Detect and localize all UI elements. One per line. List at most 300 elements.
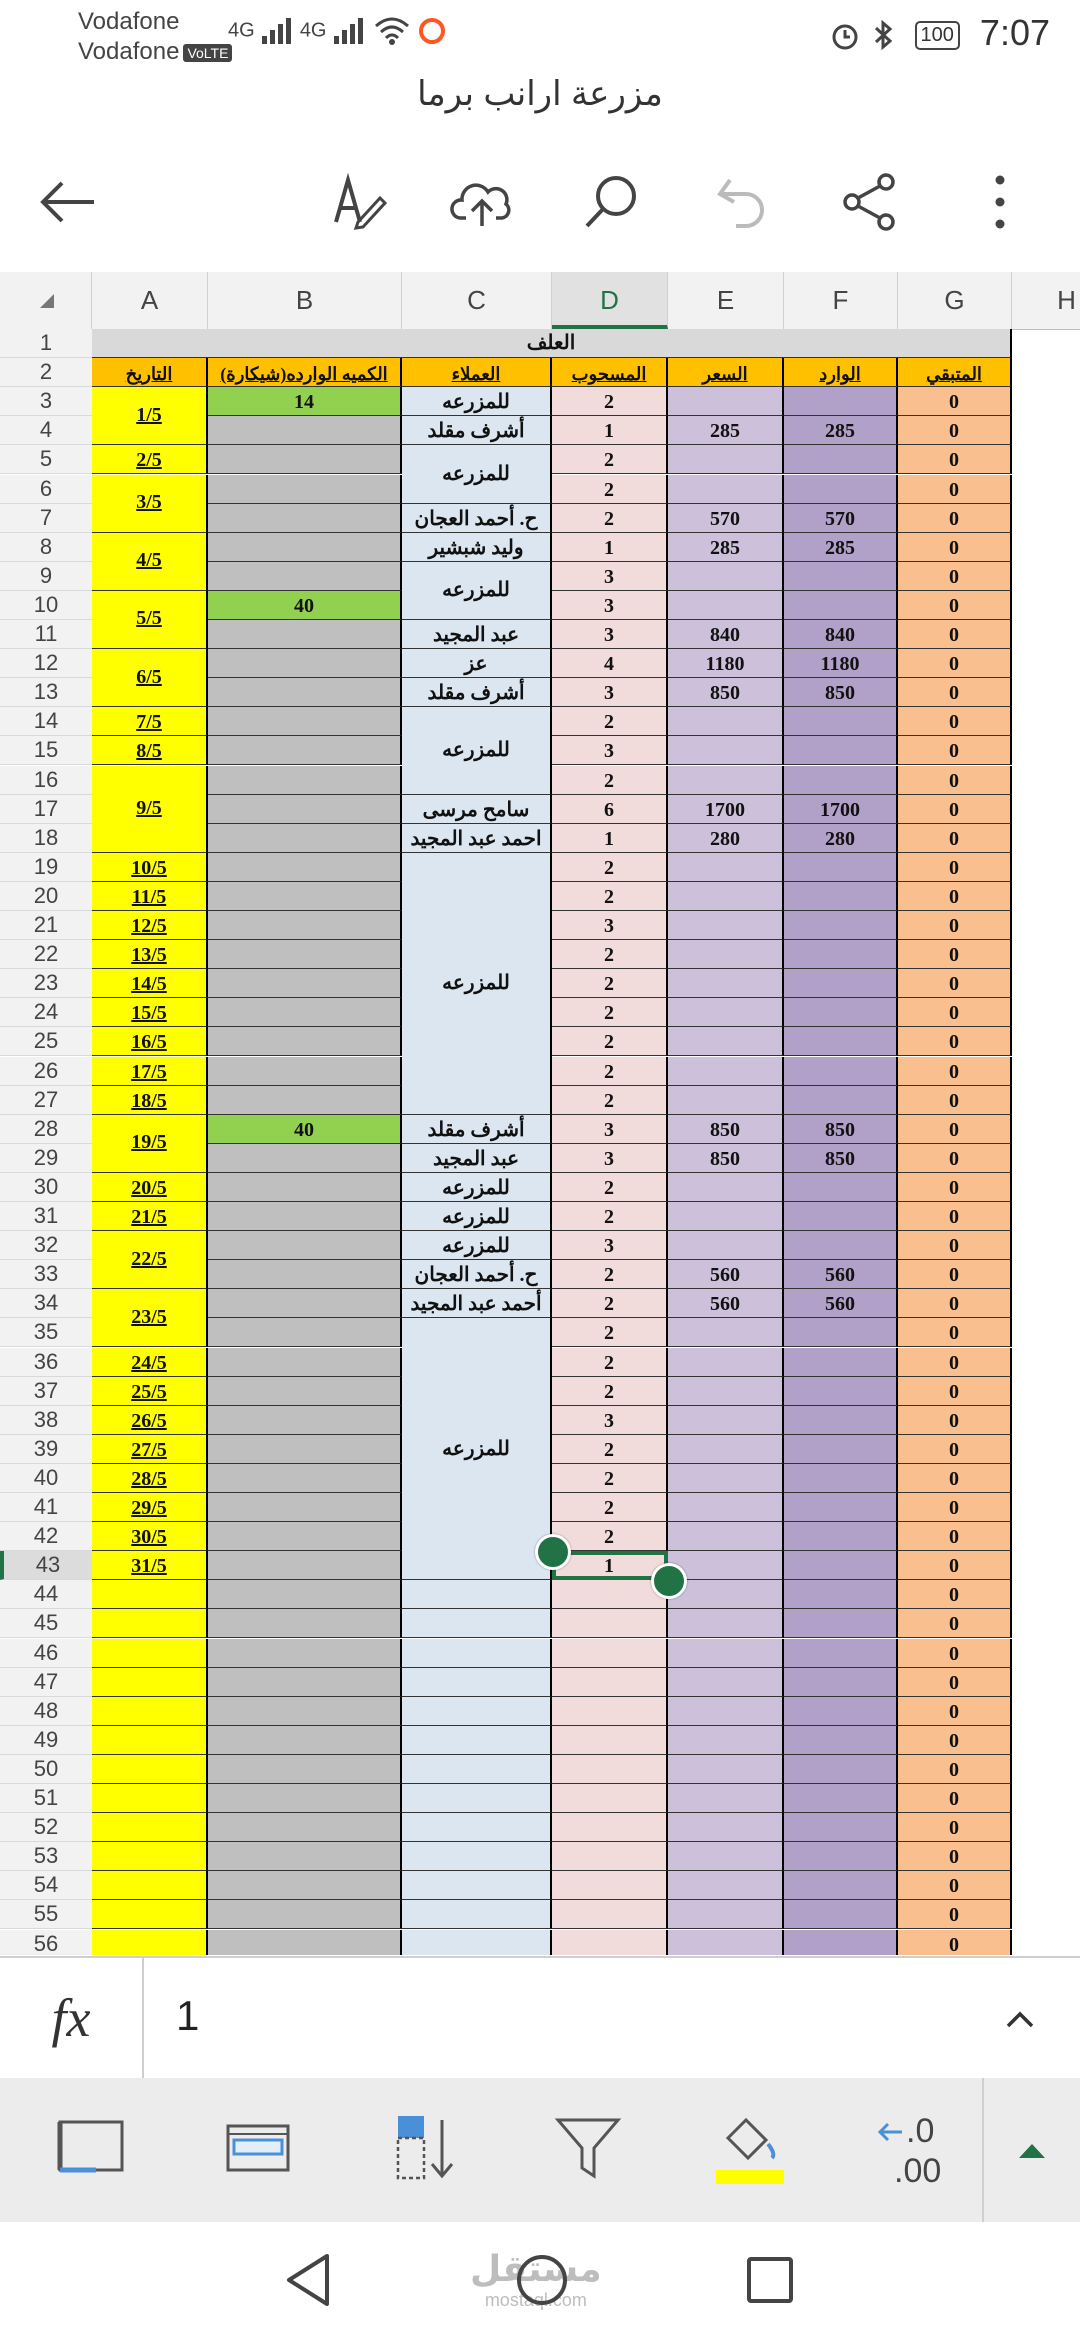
price-cell[interactable] — [668, 1464, 784, 1493]
incoming-value-cell[interactable] — [784, 1813, 898, 1842]
row-header[interactable]: 26 — [0, 1057, 92, 1086]
price-cell[interactable]: 1180 — [668, 649, 784, 678]
price-cell[interactable] — [668, 882, 784, 911]
remaining-cell[interactable]: 0 — [898, 969, 1012, 998]
header-cell-b[interactable]: الكميه الوارده(شيكارة) — [208, 358, 402, 387]
header-cell-d[interactable]: المسحوب — [552, 358, 668, 387]
remaining-cell[interactable]: 0 — [898, 475, 1012, 504]
incoming-qty-cell[interactable] — [208, 1784, 402, 1813]
row-header[interactable]: 41 — [0, 1493, 92, 1522]
draw-button[interactable] — [326, 170, 390, 234]
price-cell[interactable] — [668, 1377, 784, 1406]
incoming-value-cell[interactable] — [784, 1231, 898, 1260]
incoming-qty-cell[interactable] — [208, 1493, 402, 1522]
incoming-qty-cell[interactable] — [208, 1435, 402, 1464]
incoming-qty-cell[interactable] — [208, 1726, 402, 1755]
withdrawn-cell[interactable]: 2 — [552, 766, 668, 795]
row-header[interactable]: 27 — [0, 1086, 92, 1115]
incoming-qty-cell[interactable] — [208, 707, 402, 736]
price-cell[interactable] — [668, 853, 784, 882]
date-cell[interactable]: 21/5 — [92, 1202, 208, 1231]
price-cell[interactable] — [668, 1842, 784, 1871]
row-header[interactable]: 3 — [0, 387, 92, 416]
incoming-value-cell[interactable] — [784, 911, 898, 940]
withdrawn-cell[interactable] — [552, 1609, 668, 1638]
customer-cell[interactable] — [402, 1871, 552, 1900]
withdrawn-cell[interactable]: 2 — [552, 475, 668, 504]
date-cell[interactable]: 27/5 — [92, 1435, 208, 1464]
remaining-cell[interactable]: 0 — [898, 1144, 1012, 1173]
row-header[interactable]: 30 — [0, 1173, 92, 1202]
incoming-value-cell[interactable] — [784, 1842, 898, 1871]
row-header[interactable]: 37 — [0, 1377, 92, 1406]
withdrawn-cell[interactable]: 3 — [552, 1115, 668, 1144]
withdrawn-cell[interactable]: 2 — [552, 387, 668, 416]
withdrawn-cell[interactable]: 2 — [552, 1202, 668, 1231]
row-header[interactable]: 16 — [0, 766, 92, 795]
customer-cell[interactable] — [402, 1668, 552, 1697]
remaining-cell[interactable]: 0 — [898, 1813, 1012, 1842]
incoming-value-cell[interactable]: 560 — [784, 1260, 898, 1289]
incoming-qty-cell[interactable] — [208, 969, 402, 998]
row-header[interactable]: 32 — [0, 1231, 92, 1260]
incoming-value-cell[interactable] — [784, 387, 898, 416]
incoming-value-cell[interactable] — [784, 1639, 898, 1668]
row-header[interactable]: 20 — [0, 882, 92, 911]
row-header[interactable]: 55 — [0, 1900, 92, 1929]
incoming-qty-cell[interactable] — [208, 1464, 402, 1493]
incoming-value-cell[interactable]: 560 — [784, 1289, 898, 1318]
date-cell[interactable]: 14/5 — [92, 969, 208, 998]
remaining-cell[interactable]: 0 — [898, 1522, 1012, 1551]
row-header[interactable]: 40 — [0, 1464, 92, 1493]
customer-cell[interactable]: للمزرعه — [402, 1318, 552, 1580]
withdrawn-cell[interactable]: 2 — [552, 1377, 668, 1406]
incoming-qty-cell[interactable] — [208, 998, 402, 1027]
withdrawn-cell[interactable]: 3 — [552, 620, 668, 649]
remaining-cell[interactable]: 0 — [898, 1668, 1012, 1697]
incoming-qty-cell[interactable] — [208, 882, 402, 911]
selection-handle-start[interactable] — [535, 1534, 571, 1570]
incoming-value-cell[interactable] — [784, 1435, 898, 1464]
incoming-value-cell[interactable] — [784, 1027, 898, 1056]
price-cell[interactable] — [668, 1435, 784, 1464]
incoming-value-cell[interactable] — [784, 562, 898, 591]
back-button[interactable] — [36, 170, 100, 234]
customer-cell[interactable]: للمزرعه — [402, 387, 552, 416]
withdrawn-cell[interactable]: 3 — [552, 1144, 668, 1173]
row-header[interactable]: 6 — [0, 475, 92, 504]
ribbon-expand-button[interactable] — [982, 2078, 1080, 2222]
row-header[interactable]: 39 — [0, 1435, 92, 1464]
row-header[interactable]: 43 — [0, 1551, 92, 1580]
customer-cell[interactable] — [402, 1580, 552, 1609]
incoming-value-cell[interactable] — [784, 475, 898, 504]
row-header[interactable]: 18 — [0, 824, 92, 853]
incoming-value-cell[interactable]: 850 — [784, 678, 898, 707]
withdrawn-cell[interactable]: 2 — [552, 1348, 668, 1377]
remaining-cell[interactable]: 0 — [898, 1260, 1012, 1289]
withdrawn-cell[interactable]: 2 — [552, 940, 668, 969]
customer-cell[interactable]: للمزرعه — [402, 853, 552, 1115]
withdrawn-cell[interactable]: 2 — [552, 1464, 668, 1493]
price-cell[interactable]: 1700 — [668, 795, 784, 824]
column-header-b[interactable]: B — [208, 272, 402, 329]
incoming-value-cell[interactable] — [784, 1348, 898, 1377]
row-header[interactable]: 4 — [0, 416, 92, 445]
remaining-cell[interactable]: 0 — [898, 1580, 1012, 1609]
remaining-cell[interactable]: 0 — [898, 998, 1012, 1027]
row-header[interactable]: 14 — [0, 707, 92, 736]
incoming-qty-cell[interactable] — [208, 649, 402, 678]
withdrawn-cell[interactable]: 3 — [552, 678, 668, 707]
row-header[interactable]: 42 — [0, 1522, 92, 1551]
date-cell[interactable]: 20/5 — [92, 1173, 208, 1202]
customer-cell[interactable] — [402, 1639, 552, 1668]
remaining-cell[interactable]: 0 — [898, 1639, 1012, 1668]
row-header[interactable]: 35 — [0, 1318, 92, 1347]
price-cell[interactable] — [668, 1406, 784, 1435]
date-cell[interactable]: 9/5 — [92, 766, 208, 853]
price-cell[interactable]: 840 — [668, 620, 784, 649]
remaining-cell[interactable]: 0 — [898, 620, 1012, 649]
date-cell[interactable]: 5/5 — [92, 591, 208, 649]
withdrawn-cell[interactable]: 1 — [552, 533, 668, 562]
price-cell[interactable]: 850 — [668, 678, 784, 707]
row-header[interactable]: 49 — [0, 1726, 92, 1755]
customer-cell[interactable] — [402, 1842, 552, 1871]
customer-cell[interactable]: عبد المجيد — [402, 620, 552, 649]
remaining-cell[interactable]: 0 — [898, 591, 1012, 620]
date-cell[interactable]: 25/5 — [92, 1377, 208, 1406]
fill-color-button[interactable] — [710, 2108, 790, 2188]
date-cell[interactable]: 30/5 — [92, 1522, 208, 1551]
incoming-value-cell[interactable] — [784, 1900, 898, 1929]
remaining-cell[interactable]: 0 — [898, 678, 1012, 707]
incoming-qty-cell[interactable] — [208, 445, 402, 474]
incoming-value-cell[interactable] — [784, 1086, 898, 1115]
incoming-value-cell[interactable] — [784, 940, 898, 969]
customer-cell[interactable]: أشرف مقلد — [402, 678, 552, 707]
row-header[interactable]: 33 — [0, 1260, 92, 1289]
row-header[interactable]: 48 — [0, 1697, 92, 1726]
select-all-corner[interactable] — [0, 272, 92, 329]
customer-cell[interactable]: للمزرعه — [402, 1231, 552, 1260]
column-header-h[interactable]: H — [1012, 272, 1080, 329]
price-cell[interactable] — [668, 969, 784, 998]
remaining-cell[interactable]: 0 — [898, 445, 1012, 474]
remaining-cell[interactable]: 0 — [898, 533, 1012, 562]
undo-button[interactable] — [710, 170, 774, 234]
incoming-value-cell[interactable]: 850 — [784, 1144, 898, 1173]
incoming-qty-cell[interactable] — [208, 1086, 402, 1115]
price-cell[interactable] — [668, 911, 784, 940]
incoming-qty-cell[interactable] — [208, 1522, 402, 1551]
incoming-qty-cell[interactable] — [208, 1231, 402, 1260]
customer-cell[interactable]: للمزرعه — [402, 707, 552, 794]
date-cell[interactable]: 28/5 — [92, 1464, 208, 1493]
date-cell[interactable] — [92, 1930, 208, 1956]
incoming-qty-cell[interactable] — [208, 1813, 402, 1842]
incoming-qty-cell[interactable] — [208, 736, 402, 765]
customer-cell[interactable] — [402, 1726, 552, 1755]
row-header[interactable]: 53 — [0, 1842, 92, 1871]
incoming-qty-cell[interactable] — [208, 766, 402, 795]
price-cell[interactable] — [668, 766, 784, 795]
price-cell[interactable] — [668, 707, 784, 736]
customer-cell[interactable] — [402, 1930, 552, 1956]
withdrawn-cell[interactable]: 3 — [552, 911, 668, 940]
withdrawn-cell[interactable]: 2 — [552, 1522, 668, 1551]
column-header-e[interactable]: E — [668, 272, 784, 329]
incoming-qty-cell[interactable] — [208, 475, 402, 504]
date-cell[interactable] — [92, 1580, 208, 1609]
price-cell[interactable]: 285 — [668, 533, 784, 562]
withdrawn-cell[interactable]: 6 — [552, 795, 668, 824]
withdrawn-cell[interactable] — [552, 1900, 668, 1929]
header-cell-e[interactable]: السعر — [668, 358, 784, 387]
incoming-value-cell[interactable] — [784, 882, 898, 911]
remaining-cell[interactable]: 0 — [898, 1086, 1012, 1115]
customer-cell[interactable]: عز — [402, 649, 552, 678]
withdrawn-cell[interactable] — [552, 1871, 668, 1900]
incoming-value-cell[interactable]: 1180 — [784, 649, 898, 678]
price-cell[interactable] — [668, 940, 784, 969]
incoming-qty-cell[interactable] — [208, 1289, 402, 1318]
incoming-qty-cell[interactable] — [208, 504, 402, 533]
withdrawn-cell[interactable]: 2 — [552, 504, 668, 533]
price-cell[interactable] — [668, 1057, 784, 1086]
date-cell[interactable]: 24/5 — [92, 1348, 208, 1377]
withdrawn-cell[interactable]: 2 — [552, 1260, 668, 1289]
incoming-qty-cell[interactable] — [208, 911, 402, 940]
price-cell[interactable] — [668, 1755, 784, 1784]
incoming-value-cell[interactable] — [784, 969, 898, 998]
withdrawn-cell[interactable]: 2 — [552, 882, 668, 911]
price-cell[interactable] — [668, 1318, 784, 1347]
customer-cell[interactable]: للمزرعه — [402, 445, 552, 503]
price-cell[interactable] — [668, 1231, 784, 1260]
remaining-cell[interactable]: 0 — [898, 1289, 1012, 1318]
incoming-qty-cell[interactable] — [208, 1871, 402, 1900]
price-cell[interactable]: 560 — [668, 1289, 784, 1318]
incoming-qty-cell[interactable] — [208, 1609, 402, 1638]
withdrawn-cell[interactable]: 4 — [552, 649, 668, 678]
customer-cell[interactable] — [402, 1697, 552, 1726]
incoming-value-cell[interactable] — [784, 1377, 898, 1406]
incoming-value-cell[interactable] — [784, 1551, 898, 1580]
withdrawn-cell[interactable] — [552, 1930, 668, 1956]
customer-cell[interactable]: ح. أحمد العجان — [402, 1260, 552, 1289]
incoming-qty-cell[interactable] — [208, 1144, 402, 1173]
date-cell[interactable]: 15/5 — [92, 998, 208, 1027]
row-header[interactable]: 2 — [0, 358, 92, 387]
incoming-value-cell[interactable] — [784, 1697, 898, 1726]
price-cell[interactable] — [668, 1900, 784, 1929]
incoming-value-cell[interactable] — [784, 1464, 898, 1493]
incoming-qty-cell[interactable] — [208, 1027, 402, 1056]
row-header[interactable]: 25 — [0, 1027, 92, 1056]
row-header[interactable]: 45 — [0, 1609, 92, 1638]
price-cell[interactable] — [668, 1173, 784, 1202]
withdrawn-cell[interactable] — [552, 1842, 668, 1871]
date-cell[interactable]: 23/5 — [92, 1289, 208, 1347]
withdrawn-cell[interactable]: 2 — [552, 853, 668, 882]
customer-cell[interactable]: أشرف مقلد — [402, 1115, 552, 1144]
remaining-cell[interactable]: 0 — [898, 1609, 1012, 1638]
remaining-cell[interactable]: 0 — [898, 1057, 1012, 1086]
row-header[interactable]: 36 — [0, 1348, 92, 1377]
date-cell[interactable]: 12/5 — [92, 911, 208, 940]
date-cell[interactable]: 4/5 — [92, 533, 208, 591]
row-header[interactable]: 22 — [0, 940, 92, 969]
incoming-value-cell[interactable] — [784, 998, 898, 1027]
date-cell[interactable] — [92, 1900, 208, 1929]
customer-cell[interactable] — [402, 1784, 552, 1813]
incoming-qty-cell[interactable] — [208, 1930, 402, 1956]
withdrawn-cell[interactable] — [552, 1726, 668, 1755]
row-header[interactable]: 5 — [0, 445, 92, 474]
remaining-cell[interactable]: 0 — [898, 1231, 1012, 1260]
incoming-qty-cell[interactable] — [208, 1260, 402, 1289]
price-cell[interactable] — [668, 1348, 784, 1377]
remaining-cell[interactable]: 0 — [898, 1027, 1012, 1056]
date-cell[interactable]: 7/5 — [92, 707, 208, 736]
date-cell[interactable]: 10/5 — [92, 853, 208, 882]
incoming-qty-cell[interactable]: 14 — [208, 387, 402, 416]
remaining-cell[interactable]: 0 — [898, 1435, 1012, 1464]
incoming-qty-cell[interactable] — [208, 1639, 402, 1668]
withdrawn-cell[interactable] — [552, 1697, 668, 1726]
withdrawn-cell[interactable]: 2 — [552, 445, 668, 474]
remaining-cell[interactable]: 0 — [898, 1173, 1012, 1202]
price-cell[interactable]: 285 — [668, 416, 784, 445]
row-header[interactable]: 28 — [0, 1115, 92, 1144]
incoming-value-cell[interactable] — [784, 1522, 898, 1551]
row-header[interactable]: 44 — [0, 1580, 92, 1609]
remaining-cell[interactable]: 0 — [898, 387, 1012, 416]
date-cell[interactable]: 3/5 — [92, 475, 208, 533]
format-cells-button[interactable] — [218, 2108, 298, 2188]
incoming-qty-cell[interactable] — [208, 678, 402, 707]
incoming-qty-cell[interactable] — [208, 1202, 402, 1231]
date-cell[interactable]: 18/5 — [92, 1086, 208, 1115]
incoming-qty-cell[interactable] — [208, 1173, 402, 1202]
incoming-value-cell[interactable]: 840 — [784, 620, 898, 649]
header-cell-g[interactable]: المتبقي — [898, 358, 1012, 387]
remaining-cell[interactable]: 0 — [898, 1551, 1012, 1580]
incoming-value-cell[interactable]: 570 — [784, 504, 898, 533]
remaining-cell[interactable]: 0 — [898, 795, 1012, 824]
incoming-qty-cell[interactable] — [208, 620, 402, 649]
date-cell[interactable]: 2/5 — [92, 445, 208, 474]
withdrawn-cell[interactable]: 3 — [552, 1231, 668, 1260]
remaining-cell[interactable]: 0 — [898, 1377, 1012, 1406]
incoming-value-cell[interactable]: 285 — [784, 533, 898, 562]
withdrawn-cell[interactable]: 2 — [552, 1435, 668, 1464]
date-cell[interactable]: 31/5 — [92, 1551, 208, 1580]
remaining-cell[interactable]: 0 — [898, 1900, 1012, 1929]
header-cell-a[interactable]: التاريخ — [92, 358, 208, 387]
withdrawn-cell[interactable] — [552, 1813, 668, 1842]
row-header[interactable]: 56 — [0, 1930, 92, 1956]
remaining-cell[interactable]: 0 — [898, 1115, 1012, 1144]
customer-cell[interactable]: للمزرعه — [402, 1202, 552, 1231]
remaining-cell[interactable]: 0 — [898, 562, 1012, 591]
incoming-value-cell[interactable] — [784, 707, 898, 736]
withdrawn-cell[interactable]: 3 — [552, 591, 668, 620]
incoming-qty-cell[interactable]: 40 — [208, 1115, 402, 1144]
price-cell[interactable] — [668, 1726, 784, 1755]
incoming-qty-cell[interactable] — [208, 1057, 402, 1086]
customer-cell[interactable]: ح. أحمد العجان — [402, 504, 552, 533]
incoming-value-cell[interactable]: 285 — [784, 416, 898, 445]
remaining-cell[interactable]: 0 — [898, 1697, 1012, 1726]
row-header[interactable]: 54 — [0, 1871, 92, 1900]
price-cell[interactable] — [668, 1493, 784, 1522]
date-cell[interactable] — [92, 1609, 208, 1638]
row-header[interactable]: 52 — [0, 1813, 92, 1842]
incoming-qty-cell[interactable] — [208, 853, 402, 882]
remaining-cell[interactable]: 0 — [898, 649, 1012, 678]
row-header[interactable]: 9 — [0, 562, 92, 591]
date-cell[interactable] — [92, 1639, 208, 1668]
withdrawn-cell[interactable]: 3 — [552, 1406, 668, 1435]
price-cell[interactable]: 850 — [668, 1115, 784, 1144]
incoming-value-cell[interactable]: 280 — [784, 824, 898, 853]
row-header[interactable]: 7 — [0, 504, 92, 533]
row-header[interactable]: 15 — [0, 736, 92, 765]
sort-button[interactable] — [384, 2108, 464, 2188]
row-header[interactable]: 12 — [0, 649, 92, 678]
withdrawn-cell[interactable]: 2 — [552, 1289, 668, 1318]
price-cell[interactable] — [668, 1697, 784, 1726]
fx-label[interactable]: fx — [0, 1958, 144, 2078]
price-cell[interactable] — [668, 736, 784, 765]
price-cell[interactable] — [668, 387, 784, 416]
row-header[interactable]: 24 — [0, 998, 92, 1027]
remaining-cell[interactable]: 0 — [898, 1318, 1012, 1347]
incoming-qty-cell[interactable] — [208, 1551, 402, 1580]
withdrawn-cell[interactable]: 2 — [552, 969, 668, 998]
withdrawn-cell[interactable]: 2 — [552, 1057, 668, 1086]
freeze-panes-button[interactable] — [52, 2108, 132, 2188]
incoming-value-cell[interactable] — [784, 1493, 898, 1522]
incoming-value-cell[interactable]: 1700 — [784, 795, 898, 824]
incoming-qty-cell[interactable] — [208, 1377, 402, 1406]
date-cell[interactable] — [92, 1668, 208, 1697]
incoming-value-cell[interactable] — [784, 1609, 898, 1638]
sheet-title-cell[interactable]: العلف — [92, 329, 1012, 358]
remaining-cell[interactable]: 0 — [898, 1871, 1012, 1900]
row-header[interactable]: 21 — [0, 911, 92, 940]
remaining-cell[interactable]: 0 — [898, 1930, 1012, 1956]
column-header-a[interactable]: A — [92, 272, 208, 329]
decrease-decimal-button[interactable] — [872, 2108, 968, 2188]
withdrawn-cell[interactable]: 3 — [552, 736, 668, 765]
date-cell[interactable]: 29/5 — [92, 1493, 208, 1522]
incoming-qty-cell[interactable] — [208, 1668, 402, 1697]
row-header[interactable]: 47 — [0, 1668, 92, 1697]
price-cell[interactable] — [668, 591, 784, 620]
price-cell[interactable] — [668, 1202, 784, 1231]
price-cell[interactable] — [668, 998, 784, 1027]
more-options-button[interactable] — [968, 170, 1032, 234]
withdrawn-cell[interactable]: 2 — [552, 1493, 668, 1522]
row-header[interactable]: 8 — [0, 533, 92, 562]
price-cell[interactable] — [668, 1086, 784, 1115]
date-cell[interactable]: 1/5 — [92, 387, 208, 445]
